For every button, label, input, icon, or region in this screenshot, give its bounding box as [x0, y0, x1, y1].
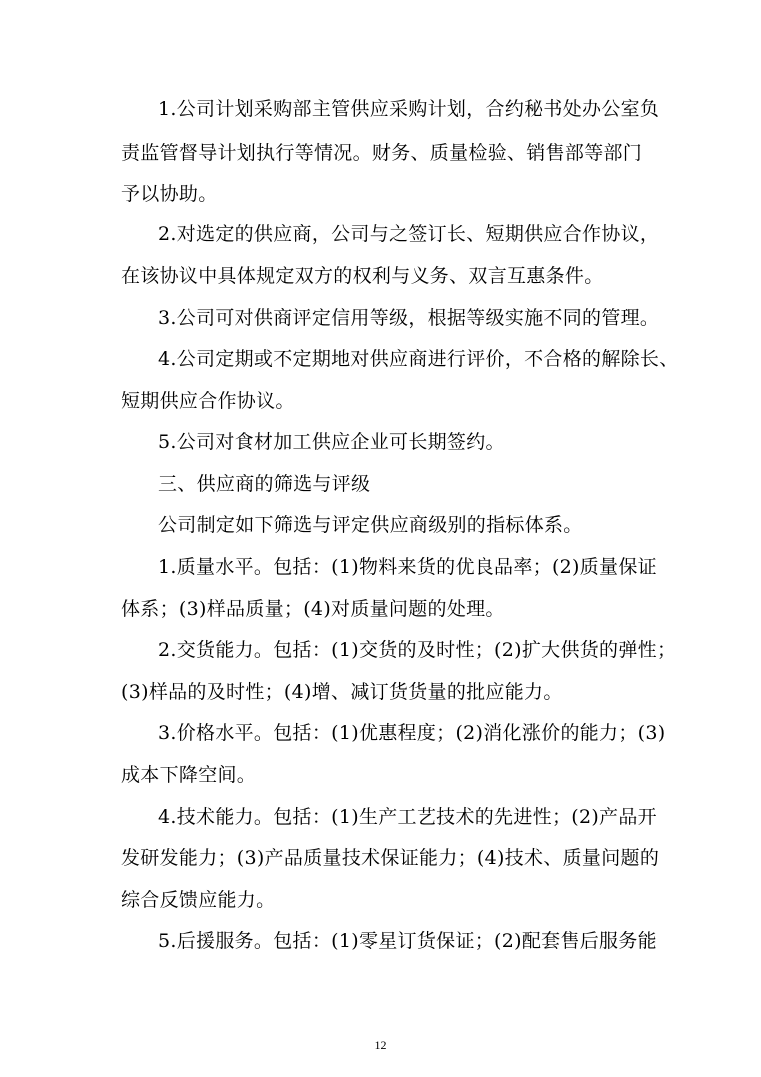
- paragraph-line: 3.公司可对供商评定信用等级，根据等级实施不同的管理。: [158, 307, 660, 329]
- paragraph-line: 1.质量水平。包括：(1)物料来货的优良品率；(2)质量保证: [158, 556, 657, 578]
- paragraph-line: 5.公司对食材加工供应企业可长期签约。: [158, 431, 505, 453]
- paragraph-line: 公司制定如下筛选与评定供应商级别的指标体系。: [158, 514, 583, 536]
- paragraph-line: 4.技术能力。包括：(1)生产工艺技术的先进性；(2)产品开: [158, 806, 657, 828]
- page-number: 12: [374, 1038, 387, 1052]
- paragraph-line: 体系；(3)样品质量；(4)对质量问题的处理。: [121, 598, 505, 620]
- section-heading: 三、供应商的筛选与评级: [158, 473, 371, 495]
- paragraph-line: 短期供应合作协议。: [121, 390, 295, 412]
- paragraph-line: 3.价格水平。包括：(1)优惠程度；(2)消化涨价的能力；(3): [158, 722, 666, 744]
- paragraph-line: 予以协助。: [121, 183, 218, 205]
- paragraph-line: 综合反馈应能力。: [121, 889, 276, 911]
- paragraph-line: 发研发能力；(3)产品质量技术保证能力；(4)技术、质量问题的: [121, 847, 660, 869]
- paragraph-line: 2.交货能力。包括：(1)交货的及时性；(2)扩大供货的弹性；: [158, 639, 677, 661]
- paragraph-line: 2.对选定的供应商，公司与之签订长、短期供应合作协议，: [158, 223, 660, 245]
- paragraph-line: 成本下降空间。: [121, 764, 257, 786]
- paragraph-line: 在该协议中具体规定双方的权利与义务、双言互惠条件。: [121, 265, 604, 287]
- paragraph-line: (3)样品的及时性；(4)增、减订货货量的批应能力。: [121, 681, 563, 703]
- paragraph-line: 4.公司定期或不定期地对供应商进行评价，不合格的解除长、: [158, 348, 679, 370]
- paragraph-line: 1.公司计划采购部主管供应采购计划，合约秘书处办公室负: [158, 98, 660, 120]
- paragraph-line: 5.后援服务。包括：(1)零星订货保证；(2)配套售后服务能: [158, 930, 657, 952]
- paragraph-line: 责监管督导计划执行等情况。财务、质量检验、销售部等部门: [121, 142, 643, 164]
